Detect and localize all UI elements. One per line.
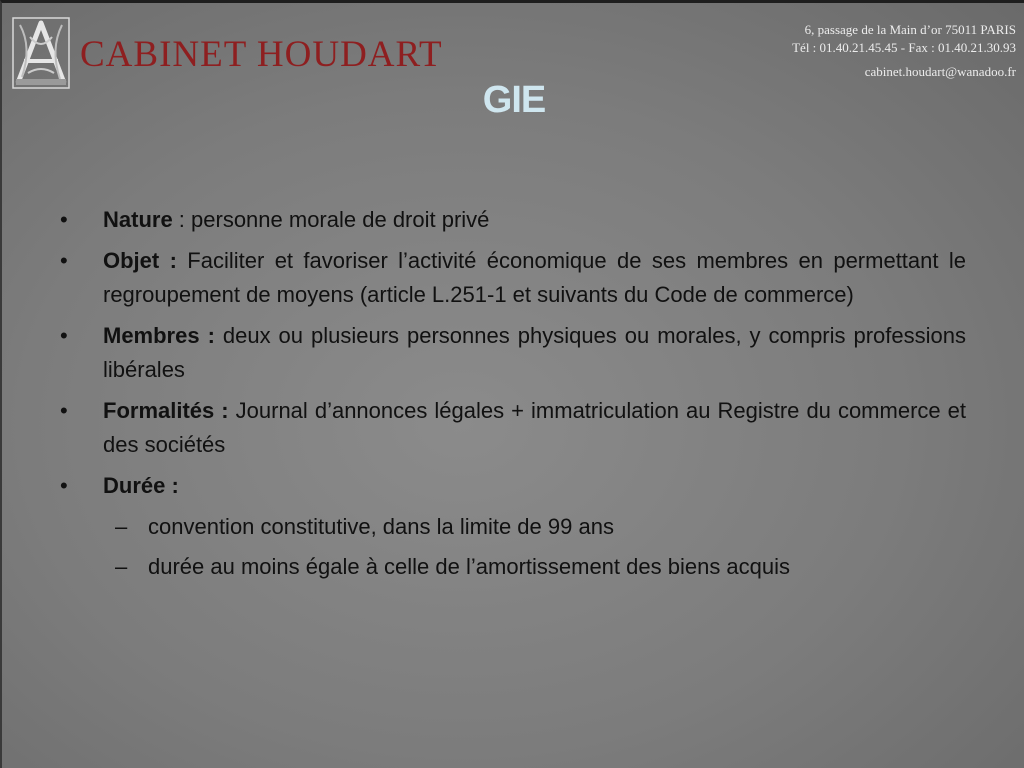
sub-bullet-text: convention constitutive, dans la limite de 99 ans (148, 514, 614, 539)
bullet-label: Nature (103, 207, 173, 232)
bullet-marker: • (60, 207, 68, 232)
bullet-marker: • (60, 473, 68, 498)
bullet-objet (60, 244, 966, 312)
slide-title: GIE (482, 79, 546, 121)
sub-bullet-convention (60, 510, 966, 544)
bullet-marker: • (60, 398, 68, 423)
bullet-membres (60, 319, 966, 387)
bullet-duree (60, 469, 966, 503)
bullet-text: deux ou plusieurs personnes physiques ou morales, y compris professions libérales (103, 323, 966, 382)
sub-bullet-marker: – (115, 514, 128, 539)
sub-bullet-marker: – (115, 554, 128, 579)
bullet-marker: • (60, 248, 68, 273)
bullet-label: Durée : (103, 473, 179, 498)
bullet-marker: • (60, 323, 68, 348)
bullet-label: Membres : (103, 323, 215, 348)
bullet-text: : personne morale de droit privé (172, 207, 490, 232)
bullet-formalites (60, 394, 966, 462)
bullet-nature (60, 203, 966, 237)
slide-content (60, 203, 966, 590)
bullet-label: Formalités : (103, 398, 229, 423)
sub-bullet-text: durée au moins égale à celle de l’amortissement des biens acquis (148, 554, 791, 579)
address: 6, passage de la Main d’or 75011 PARIS (804, 22, 1016, 37)
contact-block (792, 21, 1016, 81)
bullet-text: Faciliter et favoriser l’activité économique de ses membres en permettant le regroupement de moyens (article L.251-1 et suivants du Code de commerce) (103, 248, 966, 307)
phone-fax: Tél : 01.40.21.45.45 - Fax : 01.40.21.30.93 (792, 40, 1016, 55)
bullet-label: Objet : (103, 248, 177, 273)
bullet-text: Journal d’annonces légales + immatriculation au Registre du commerce et des sociétés (103, 398, 967, 457)
email: cabinet.houdart@wanadoo.fr (864, 64, 1016, 79)
sub-bullet-amortissement (60, 550, 966, 584)
brand-name: CABINET HOUDART (80, 34, 443, 75)
